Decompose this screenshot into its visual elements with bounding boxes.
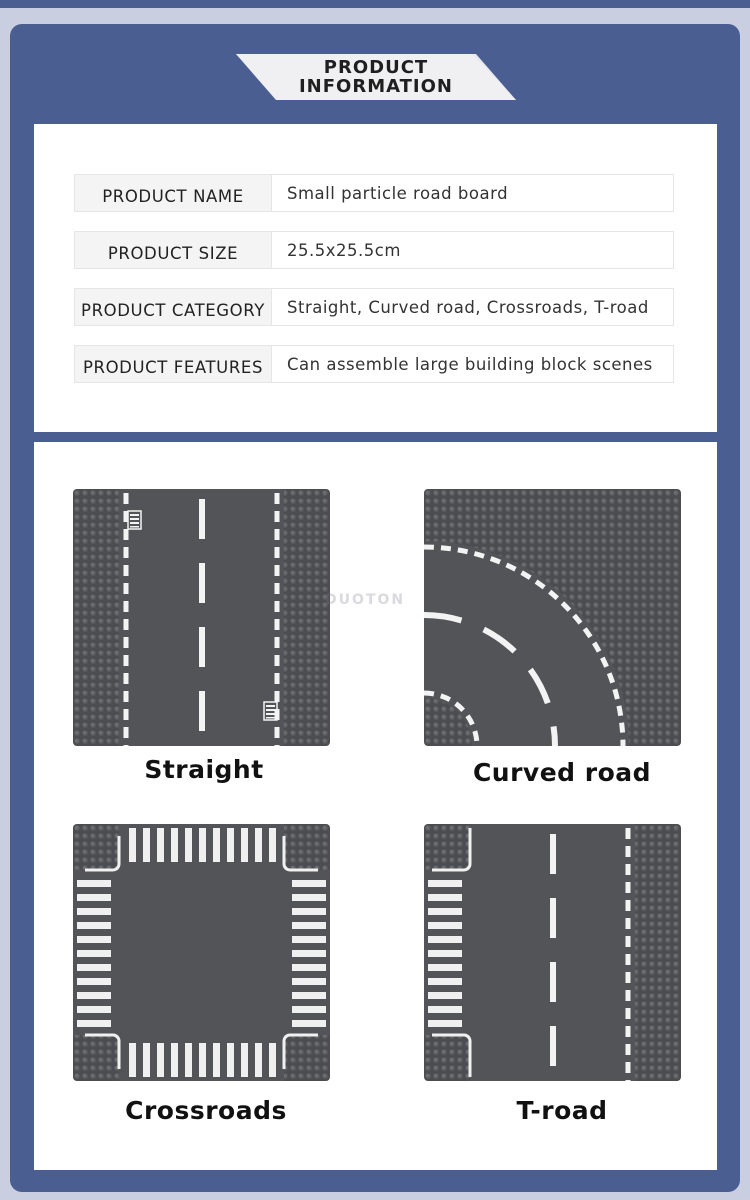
banner-title-line1: PRODUCT [323, 57, 429, 78]
info-label: PRODUCT CATEGORY [75, 289, 272, 325]
info-value: Can assemble large building block scenes [287, 354, 653, 374]
tile-caption-crossroads: Crossroads [125, 1096, 287, 1125]
banner-title-line2: INFORMATION [298, 76, 453, 97]
product-info-card [34, 124, 717, 432]
tile-caption-straight: Straight [144, 755, 264, 784]
info-row-product-name [74, 174, 674, 212]
info-label: PRODUCT SIZE [75, 232, 272, 268]
info-value: Straight, Curved road, Crossroads, T-road [287, 297, 649, 317]
curved-road-plate-image [424, 489, 681, 746]
info-value: 25.5x25.5cm [287, 240, 401, 260]
info-label: PRODUCT NAME [75, 175, 272, 211]
t-road-plate-image [424, 824, 681, 1081]
top-strip [0, 0, 750, 8]
info-value: Small particle road board [287, 183, 509, 203]
info-row-product-size [74, 231, 674, 269]
tile-caption-t-road: T-road [516, 1096, 608, 1125]
crossroads-plate-image [73, 824, 330, 1081]
tile-caption-curved-road: Curved road [472, 758, 652, 787]
product-information-banner [236, 54, 516, 100]
info-row-product-category [74, 288, 674, 326]
banner-title [236, 58, 516, 96]
brand-watermark: DUOTON [325, 592, 406, 608]
straight-road-plate-image [73, 489, 330, 746]
info-label: PRODUCT FEATURES [75, 346, 272, 382]
info-row-product-features [74, 345, 674, 383]
